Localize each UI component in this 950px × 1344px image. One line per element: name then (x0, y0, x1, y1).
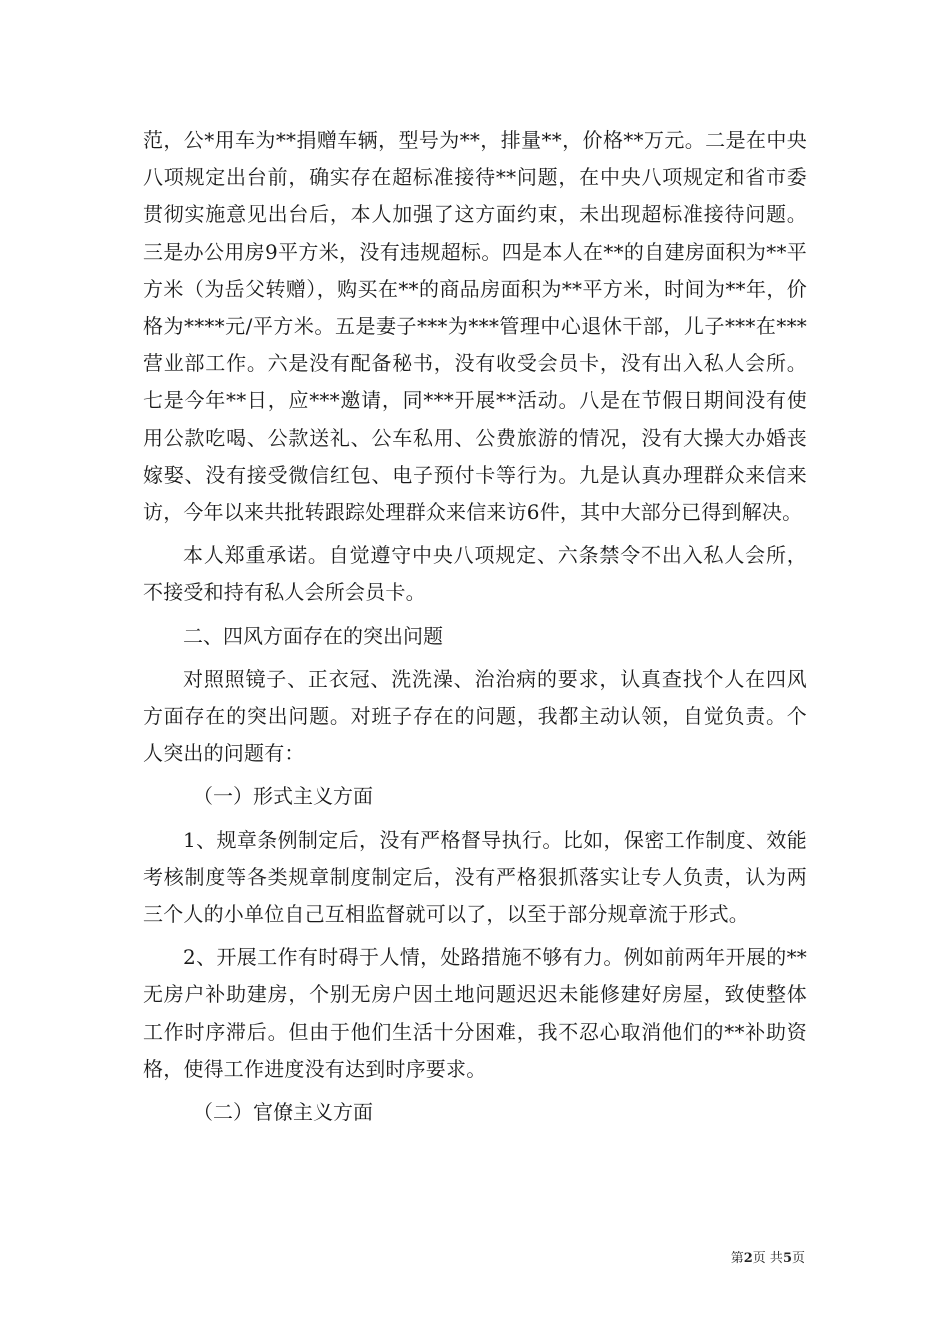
subsection-heading-1: （一）形式主义方面 (193, 784, 373, 809)
footer-suffix: 页 (791, 1251, 805, 1266)
section-heading: 二、四风方面存在的突出问题 (183, 623, 443, 648)
footer-middle: 页 共 (752, 1251, 783, 1266)
current-page-number: 2 (743, 1251, 753, 1266)
paragraph-4: 1、规章条例制定后，没有严格督导执行。比如，保密工作制度、效能考核制度等各类规章制度制定后，没有严格狠抓落实让专人负责，认为两三个人的小单位自己互相监督就可以了，以至于部分规章流于形式。 (143, 827, 807, 927)
paragraph-3: 对照照镜子、正衣冠、洗洗澡、治治病的要求，认真查找个人在四风方面存在的突出问题。对班子存在的问题，我都主动认领，自觉负责。个人突出的问题有： (143, 666, 807, 766)
subsection-heading-2: （二）官僚主义方面 (193, 1100, 373, 1125)
footer-prefix: 第 (730, 1251, 744, 1266)
total-pages-number: 5 (782, 1251, 792, 1266)
paragraph-1: 范，公*用车为**捐赠车辆，型号为**，排量**，价格**万元。二是在中央八项规定出台前，确实存在超标准接待**问题，在中央八项规定和省市委贯彻实施意见出台后，本人加强了这方面约束，未出现超标准接待问题。三是办公用房9平方米，没有违规超标。四是本人在**的自建房面积为**平方米（为岳父转赠），购买在**的商品房面积为**平方米，时间为**年，价格为****元/平方米。五是妻子***为***管理中心退休干部，儿子***在***营业部工作。六是没有配备秘书，没有收受会员卡，没有出入私人会所。七是今年**日，应***邀请，同***开展**活动。八是在节假日期间没有使用公款吃喝、公款送礼、公车私用、公费旅游的情况，没有大操大办婚丧嫁娶、没有接受微信红包、电子预付卡等行为。九是认真办理群众来信来访，今年以来共批转跟踪处理群众来信来访6件，其中大部分已得到解决。 (143, 128, 807, 525)
paragraph-5: 2、开展工作有时碍于人情，处路措施不够有力。例如前两年开展的**无房户补助建房，个别无房户因土地问题迟迟未能修建好房屋，致使整体工作时序滞后。但由于他们生活十分困难，我不忍心取消他们的**补助资格，使得工作进度没有达到时序要求。 (143, 945, 807, 1081)
page-footer (731, 1247, 805, 1266)
document-body (143, 122, 807, 1137)
paragraph-2: 本人郑重承诺。自觉遵守中央八项规定、六条禁令不出入私人会所，不接受和持有私人会所会员卡。 (143, 543, 807, 605)
